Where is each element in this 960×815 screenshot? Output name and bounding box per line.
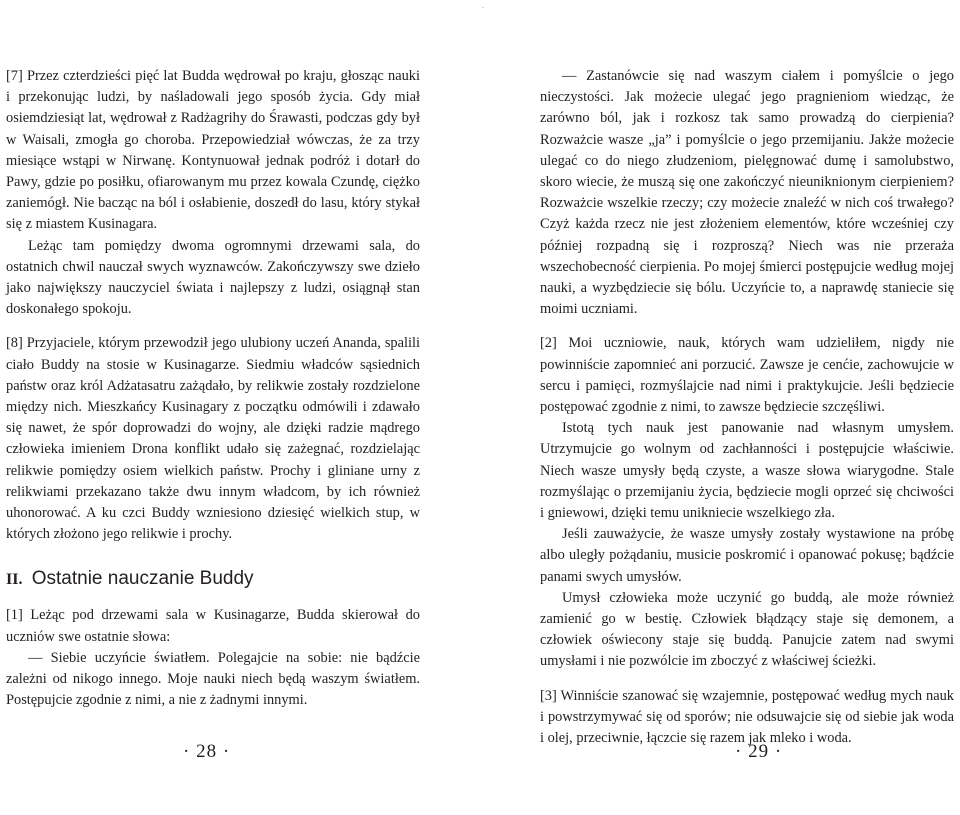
- paragraph-2-c: Jeśli zauważycie, że wasze umysły zostały wystawione na próbę albo uległy pożądaniu, musicie poskromić i opanować pokusę; bądźcie panami swych umysłów.: [540, 526, 954, 585]
- paragraph-2-d: Umysł człowieka może uczynić go buddą, ale może również zamienić go w bestię. Człowiek błądzący staje się demonem, a człowiek oświecony staje się buddą. Panujcie zatem nad swymi umysłami i nie pozwólcie im zboczyć z właściwej ścieżki.: [540, 589, 954, 670]
- paragraph-2: [2] Moi uczniowie, nauk, których wam udzieliłem, nigdy nie powinniście zapomnieć ani porzucić. Zawsze je cenćie, zachowujcie w sercu i pamięci, rozmyślajcie nad nimi i praktykujcie. Jeśli będziecie postępować zgodnie z nimi, to zawsze będziecie szczęśliwi.: [540, 335, 954, 416]
- page-number-right: · 29 ·: [735, 741, 783, 762]
- spacer: [540, 673, 954, 686]
- scan-mark: .: [482, 1, 484, 10]
- quote-continued: — Zastanówcie się nad waszym ciałem i pomyślcie o jego nieczystości. Jak możecie ulegać jego pragnieniom wiedząc, że zarówno ból, jak i rozkosz tak samo prowadzą do cierpienia? Rozważcie wasze „ja” i pomyślcie o jego przemijaniu. Jakże możecie ulegać co do niego złudzeniom, pielęgnować dumę i samolubstwo, skoro wiecie, że muszą się one zakończyć nieuniknionym cierpieniem? Rozważcie wszelkie rzeczy; czy możecie znaleźć w nich coś trwałego? Czyż każda rzecz nie jest złożeniem elementów, które wcześniej czy później rozpadną się i rozproszą? Niech was nie przeraża wszechobecność cierpienia. Po mojej śmierci postępujcie według mojej nauki, a wyzbędziecie się bólu. Uczyńcie to, a naprawdę staniecie się moimi uczniami.: [540, 68, 954, 318]
- right-page: [540, 66, 954, 749]
- section-title: Ostatnie nauczanie Buddy: [31, 568, 254, 590]
- spacer: [540, 320, 954, 333]
- paragraph-3: [3] Winniście szanować się wzajemnie, postępować według mych nauk i powstrzymywać się od sporów; nie odsuwajcie się od siebie jak woda i olej, przeciwnie, łączcie się razem jak mleko i woda.: [540, 687, 954, 747]
- paragraph-7: [7] Przez czterdzieści pięć lat Budda wędrował po kraju, głosząc nauki i przekonując ludzi, by naśladowali jego sposób życia. Gdy miał osiemdziesiąt lat, wędrował z Radżagrihy do Śrawasti, podczas gdy był w Waisali, zmogła go choroba. Przepowiedział wówczas, że za trzy miesiące wstąpi w Nirwanę. Kontynuował jednak podróż i dotarł do Pawy, gdzie po posiłku, ofiarowanym mu przez kowala Czundę, ciężko zaniemógł. Nie bacząc na ból i osłabienie, doszedł do lasu, który stykał się z miastem Kusinagara.: [6, 68, 420, 233]
- left-page: [6, 66, 420, 711]
- spacer: [6, 545, 420, 567]
- page-number-left: · 28 ·: [183, 741, 231, 762]
- paragraph-7-continued: Leżąc tam pomiędzy dwoma ogromnymi drzewami sala, do ostatnich chwil nauczał swych wyznawców. Zakończywszy swe dzieło jako największy nauczyciel świata i najlepszy z ludzi, osiągnął stan doskonałego spokoju.: [6, 237, 420, 318]
- section-number: II.: [6, 571, 23, 589]
- spacer: [6, 320, 420, 333]
- paragraph-1: [1] Leżąc pod drzewami sala w Kusinagarze, Budda skierował do uczniów swe ostatnie słowa:: [6, 607, 420, 645]
- section-heading: [6, 567, 420, 592]
- quote-paragraph: — Siebie uczyńcie światłem. Polegajcie na sobie: nie bądźcie zależni od nikogo innego. Moje nauki niech będą waszym światłem. Postępujcie zgodnie z nimi, a nie z żadnymi innymi.: [6, 649, 420, 709]
- paragraph-2-b: Istotą tych nauk jest panowanie nad własnym umysłem. Utrzymujcie go wolnym od zachłanności i postępujcie właściwie. Niech wasze umysły będą czyste, a wasze słowa wiarygodne. Stale rozmyślając o przemijaniu życia, będziecie mogli oprzeć się chciwości i gniewowi, dzięki temu unikniecie wszelkiego zła.: [540, 420, 954, 522]
- spacer: [6, 592, 420, 605]
- paragraph-8: [8] Przyjaciele, którym przewodził jego ulubiony uczeń Ananda, spalili ciało Buddy na stosie w Kusinagarze. Siedmiu władców sąsiednich państw oraz król Adżatasatru zażądało, by relikwie zostały rozdzielone między nich. Mieszkańcy Kusinagary z początku odmówili i zdawało się nawet, że spór doprowadzi do wojny, ale dzięki radzie mądrego człowieka imieniem Drona konflikt udało się zażegnać, rozdzielając relikwie pomiędzy osiem wielkich państw. Prochy i gliniane urny z relikwiami przekazano także dwu innym władcom, by ich również uhonorować. A ku czci Buddy wzniesiono dziesięć wielkich stup, w których złożono jego relikwie i prochy.: [6, 335, 420, 543]
